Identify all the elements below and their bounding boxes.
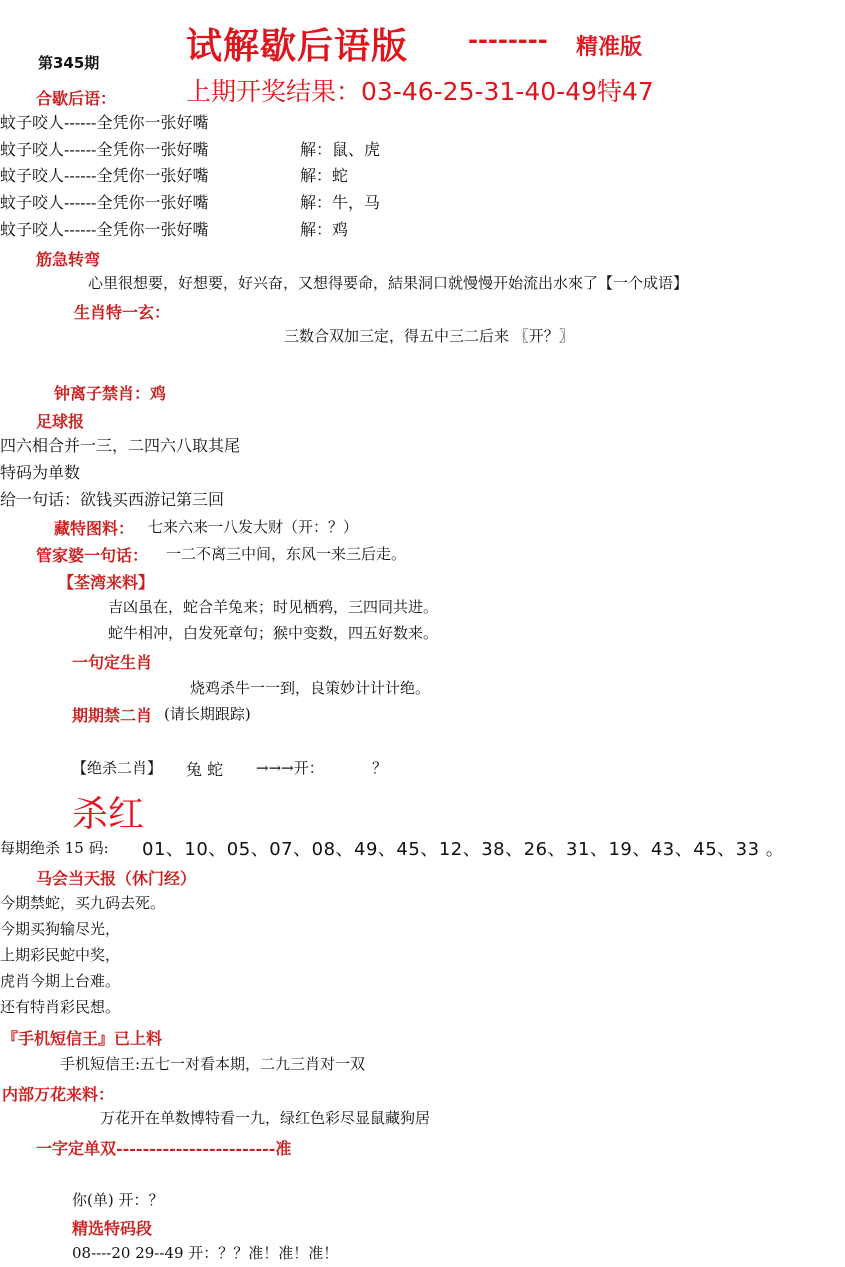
jueshai-label: 【绝杀二肖】 — [72, 759, 163, 777]
xiehouyu-line: 蚊子咬人------全凭你一张好嘴 — [0, 113, 209, 132]
xiehouyu-line: 蚊子咬人------全凭你一张好嘴 — [0, 220, 209, 239]
yiju-text: 烧鸡杀牛一一到，良策妙计计计绝。 — [190, 679, 431, 697]
shahong-prefix: 每期绝杀 15 码: — [0, 839, 109, 857]
shahong-heading: 杀红 — [72, 794, 145, 835]
mahui-heading: 马会当天报（休门经） — [36, 869, 197, 888]
shahong-numbers: 01、10、05、07、08、49、45、12、38、26、31、19、43、45、33 。 — [142, 839, 785, 860]
qiqi-heading: 期期禁二肖 — [72, 706, 153, 725]
jingxuan-text: 08----20 29--49 开：？？准！准！准！ — [72, 1244, 339, 1262]
yiju-heading: 一句定生肖 — [72, 653, 153, 672]
mahui-line: 上期彩民蛇中奖， — [0, 946, 121, 964]
wanhua-text: 万花开在单数博特看一九，绿红色彩尽显鼠藏狗居 — [100, 1109, 431, 1127]
xiehouyu-line: 蚊子咬人------全凭你一张好嘴 — [0, 166, 209, 185]
xiehouyu-answer: 解：牛，马 — [300, 193, 381, 212]
guanjia-heading: 管家婆一句话： — [36, 546, 149, 565]
danshuang-heading: 一字定单双------------------------准 — [36, 1139, 292, 1158]
mahui-line: 虎肖今期上台难。 — [0, 972, 121, 990]
title-dash: -------- — [468, 26, 548, 54]
guanjia-text: 一二不离三中间，东风一来三后走。 — [166, 545, 407, 563]
quanwan-heading: 【荃湾来料】 — [58, 573, 155, 592]
xiehouyu-line: 蚊子咬人------全凭你一张好嘴 — [0, 140, 209, 159]
danshuang-answer: 你(单) 开：？ — [72, 1191, 164, 1209]
zuqiu-line: 给一句话：欲钱买西游记第三回 — [0, 490, 225, 509]
jueshai-arrows: →→→开： — [256, 759, 324, 777]
mahui-line: 今期买狗输尽光， — [0, 920, 121, 938]
shouji-text: 手机短信王:五七一对看本期，二九三肖对一双 — [60, 1055, 366, 1073]
jueshai-mark: ？ — [372, 759, 388, 777]
issue-number: 第345期 — [38, 54, 100, 72]
jinji-text: 心里很想要，好想要，好兴奋，又想得要命，結果洞口就慢慢开始流出水來了【一个成语】 — [88, 274, 689, 292]
shengxiao-heading: 生肖特一玄： — [74, 303, 171, 322]
xiehouyu-answer: 解：鸡 — [300, 220, 349, 239]
cangte-heading: 藏特图料： — [54, 519, 135, 538]
zuqiu-heading: 足球报 — [36, 412, 85, 431]
xiehouyu-line: 蚊子咬人------全凭你一张好嘴 — [0, 193, 209, 212]
quanwan-line: 吉凶虽在，蛇合羊兔来；时见栖鸦，三四同共进。 — [108, 598, 439, 616]
mahui-line: 还有特肖彩民想。 — [0, 998, 121, 1016]
xiehouyu-heading: 合歇后语： — [36, 89, 117, 108]
mahui-line: 今期禁蛇，买九码去死。 — [0, 894, 166, 912]
last-result: 上期开奖结果：03-46-25-31-40-49特47 — [186, 77, 654, 106]
qiqi-note: (请长期跟踪) — [164, 705, 251, 723]
xiehouyu-answer: 解：鼠、虎 — [300, 140, 381, 159]
cangte-text: 七来六来一八发大财（开：？） — [148, 518, 359, 536]
zuqiu-line: 特码为单数 — [0, 463, 81, 482]
page-title: 试解歇后语版 — [186, 26, 409, 67]
zhongli-heading: 钟离子禁肖：鸡 — [54, 384, 167, 403]
shengxiao-text: 三数合双加三定，得五中三二后来 〖开？〗 — [284, 327, 574, 345]
page-subtitle: 精准版 — [576, 35, 643, 60]
jueshai-animals: 兔 蛇 — [186, 760, 224, 779]
quanwan-line: 蛇牛相冲，白发死章句；猴中变数，四五好数来。 — [108, 624, 439, 642]
shouji-heading: 『手机短信王』已上料 — [2, 1029, 163, 1048]
wanhua-heading: 内部万花来料： — [2, 1085, 115, 1104]
jingxuan-heading: 精选特码段 — [72, 1219, 153, 1238]
jinji-heading: 筋急转弯 — [36, 250, 101, 269]
xiehouyu-answer: 解：蛇 — [300, 166, 349, 185]
zuqiu-line: 四六相合并一三，二四六八取其尾 — [0, 436, 241, 455]
